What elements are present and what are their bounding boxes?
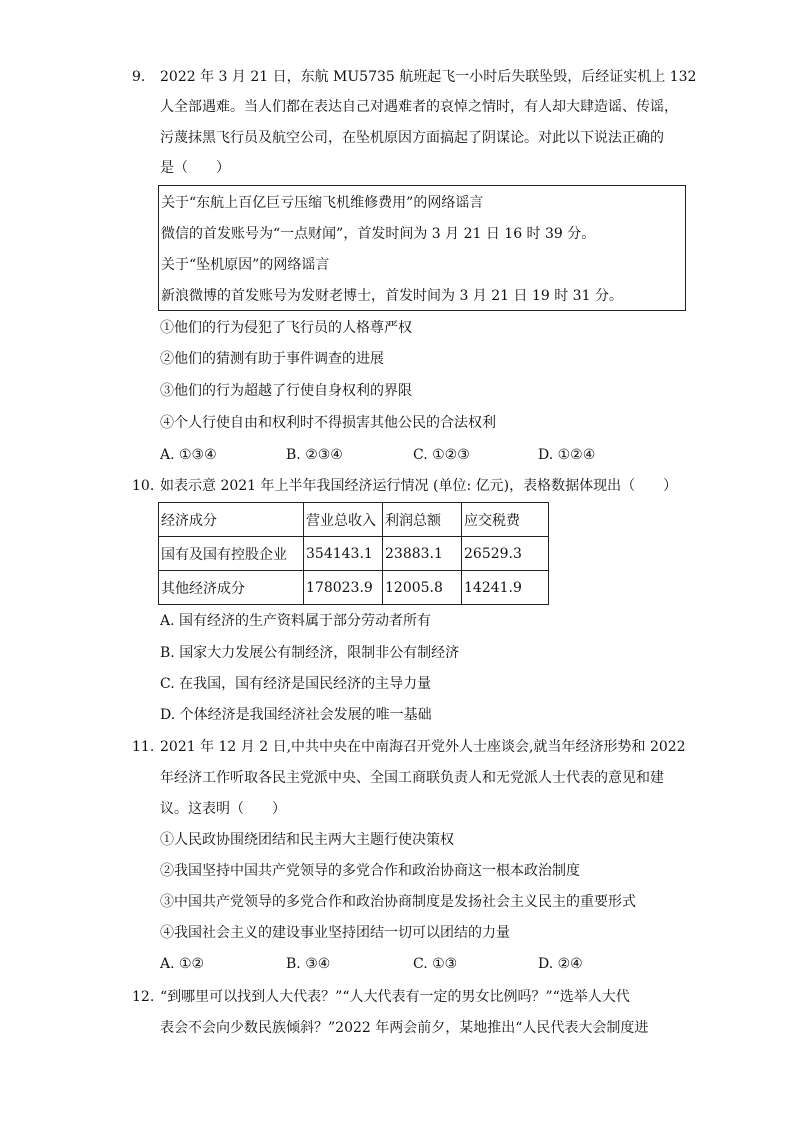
- table-header-row: [159, 503, 549, 537]
- option-c[interactable]: C. 在我国，国有经济是国民经济的主导力量: [160, 676, 432, 692]
- table-cell: 14241.9: [462, 571, 549, 605]
- table-cell: 国有及国有控股企业: [159, 537, 304, 571]
- question-stem-line: 如表示意 2021 年上半年我国经济运行情况 (单位: 亿元)，表格数据体现出（ ）: [160, 478, 678, 494]
- statement-item: ①他们的行为侵犯了飞行员的人格尊严权: [160, 320, 412, 336]
- question-number: 11.: [132, 739, 155, 755]
- statement-item: ④个人行使自由和权利时不得损害其他公民的合法权利: [160, 415, 496, 431]
- table-cell: 178023.9: [304, 571, 383, 605]
- option-c[interactable]: C. ①③: [413, 956, 458, 972]
- option-b[interactable]: B. ②③④: [286, 447, 343, 463]
- table-row: [159, 537, 549, 571]
- box-line: 关于“坠机原因”的网络谣言: [161, 257, 330, 273]
- question-stem-line: 年经济工作听取各民主党派中央、全国工商联负责人和无党派人士代表的意见和建: [160, 770, 664, 786]
- option-b[interactable]: B. ③④: [286, 956, 331, 972]
- option-a[interactable]: A. ①③④: [160, 447, 217, 463]
- table-cell: 其他经济成分: [159, 571, 304, 605]
- table-cell: 354143.1: [304, 537, 383, 571]
- box-line: 新浪微博的首发账号为发财老博士，首发时间为 3 月 21 日 19 时 31 分。: [161, 288, 623, 304]
- table-cell: 26529.3: [462, 537, 549, 571]
- option-d[interactable]: D. ②④: [538, 956, 583, 972]
- option-a[interactable]: A. ①②: [160, 956, 205, 972]
- option-a[interactable]: A. 国有经济的生产资料属于部分劳动者所有: [160, 613, 432, 629]
- table-header-cell: 经济成分: [159, 503, 304, 537]
- box-line: 关于“东航上百亿巨亏压缩飞机维修费用”的网络谣言: [161, 195, 484, 211]
- option-d[interactable]: D. ①②④: [538, 447, 596, 463]
- question-number: 12.: [132, 989, 155, 1005]
- table-row: [159, 571, 549, 605]
- statement-item: ②我国坚持中国共产党领导的多党合作和政治协商这一根本政治制度: [160, 863, 580, 879]
- box-line: 微信的首发账号为“一点财闻”，首发时间为 3 月 21 日 16 时 39 分。: [161, 226, 596, 242]
- option-b[interactable]: B. 国家大力发展公有制经济，限制非公有制经济: [160, 645, 460, 661]
- answer-options: [160, 445, 660, 465]
- table-cell: 23883.1: [383, 537, 462, 571]
- question-stem-line: 议。这表明（ ）: [160, 801, 286, 817]
- question-stem-line: 污蔑抹黑飞行员及航空公司，在坠机原因方面搞起了阴谋论。对此以下说法正确的: [160, 130, 664, 146]
- question-stem-line: “到哪里可以找到人大代表？”“人大代表有一定的男女比例吗？”“选举人大代: [160, 989, 630, 1005]
- answer-options: [160, 954, 660, 974]
- table-cell: 12005.8: [383, 571, 462, 605]
- option-d[interactable]: D. 个体经济是我国经济社会发展的唯一基础: [160, 707, 432, 723]
- table-header-cell: 应交税费: [462, 503, 549, 537]
- statement-item: ④我国社会主义的建设事业坚持团结一切可以团结的力量: [160, 925, 510, 941]
- table-header-cell: 营业总收入: [304, 503, 383, 537]
- option-c[interactable]: C. ①②③: [413, 447, 470, 463]
- question-number: 9.: [132, 69, 146, 85]
- statement-item: ③中国共产党领导的多党合作和政治协商制度是发扬社会主义民主的重要形式: [160, 894, 636, 910]
- question-stem-line: 2022 年 3 月 21 日，东航 MU5735 航班起飞一小时后失联坠毁，后经证实机上 132: [160, 69, 697, 85]
- question-stem-line: 人全部遇难。当人们都在表达自己对遇难者的哀悼之情时，有人却大肆造谣、传谣，: [160, 99, 678, 115]
- economy-table: [158, 502, 549, 605]
- question-number: 10.: [132, 478, 155, 494]
- question-stem-line: 是（ ）: [160, 160, 230, 176]
- statement-item: ①人民政协围绕团结和民主两大主题行使决策权: [160, 832, 454, 848]
- question-stem-line: 2021 年 12 月 2 日,中共中央在中南海召开党外人士座谈会,就当年经济形势和 2022: [160, 739, 686, 755]
- question-stem-line: 表会不会向少数民族倾斜？”2022 年两会前夕，某地推出“人民代表大会制度进: [160, 1020, 649, 1036]
- statement-item: ②他们的猜测有助于事件调查的进展: [160, 351, 384, 367]
- table-header-cell: 利润总额: [383, 503, 462, 537]
- rumor-info-box: [158, 185, 686, 311]
- statement-item: ③他们的行为超越了行使自身权利的界限: [160, 383, 412, 399]
